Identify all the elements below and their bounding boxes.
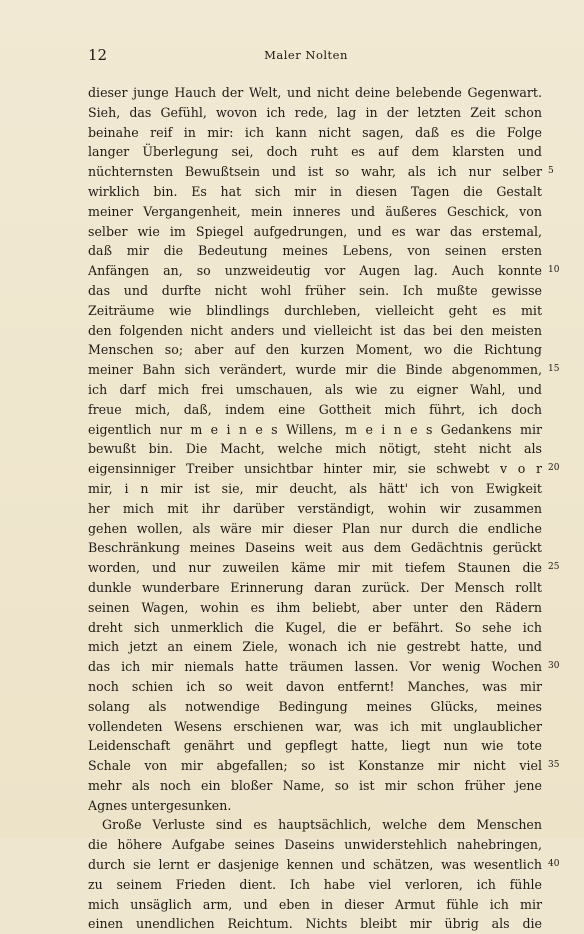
text-line-content: her mich mit ihr darüber verständigt, wohin wir zusammen [88, 500, 542, 516]
text-line-content: vollendeten Wesens erschienen war, was ich mit unglaublicher [88, 718, 542, 734]
text-line-content: mich jetzt an einem Ziele, wonach ich nie gestrebt hatte, und [88, 639, 542, 655]
text-line [88, 618, 542, 638]
text-line-content: solang als notwendige Bedingung meines Glücks, meines [88, 698, 542, 714]
text-line [88, 380, 542, 400]
text-line [88, 241, 542, 261]
page-header [88, 46, 524, 66]
text-line-content: worden, und nur zuweilen käme mir mit tiefem Staunen die [88, 560, 542, 576]
text-line [88, 439, 542, 459]
text-line [88, 162, 554, 182]
text-line-content: Schale von mir abgefallen; so ist Konstanze mir nicht viel [88, 758, 542, 774]
text-line [88, 558, 560, 578]
text-line [88, 459, 560, 479]
text-line-content: zu seinem Frieden dient. Ich habe viel verloren, ich fühle [88, 876, 542, 892]
text-line [88, 103, 542, 123]
text-line-content: die höhere Aufgabe seines Daseins unwiderstehlich nahebringen, [88, 837, 542, 853]
text-line-content: eigentlich nur m e i n e s Willens, m e i n e s Gedankens mir [88, 421, 542, 437]
text-line-content: Sieh, das Gefühl, wovon ich rede, lag in der letzten Zeit schon [88, 104, 542, 120]
text-line [88, 261, 560, 281]
text-line-content: ich darf mich frei umschauen, als wie zu eigner Wahl, und [88, 381, 542, 397]
line-number: 25 [548, 562, 560, 573]
line-number: 10 [548, 265, 560, 276]
text-line [88, 400, 542, 420]
text-line [88, 736, 542, 756]
text-line [88, 657, 560, 677]
text-line [88, 895, 542, 915]
text-line-content: eigensinniger Treiber unsichtbar hinter mir, sie schwebt v o r [88, 461, 542, 477]
text-line-content: seinen Wagen, wohin es ihm beliebt, aber unter den Rädern [88, 599, 542, 615]
text-line [88, 538, 542, 558]
text-line [88, 142, 542, 162]
text-line [88, 637, 542, 657]
text-line [88, 202, 542, 222]
line-number: 15 [548, 364, 560, 375]
text-line-content: Menschen so; aber auf den kurzen Moment, wo die Richtung [88, 342, 542, 358]
text-line [88, 83, 542, 103]
text-line-content: Zeiträume wie blindlings durchleben, vielleicht geht es mit [88, 302, 542, 318]
text-line-content: dunkle wunderbare Erinnerung daran zurück. Der Mensch rollt [88, 579, 542, 595]
text-line [88, 697, 542, 717]
text-line-content: das und durfte nicht wohl früher sein. Ich mußte gewisse [88, 282, 542, 298]
text-line-content: nüchternsten Bewußtsein und ist so wahr, als ich nur selber [88, 164, 542, 180]
text-line [88, 479, 542, 499]
text-line-content: Beschränkung meines Daseins weit aus dem Gedächtnis gerückt [88, 540, 542, 556]
text-line [88, 123, 542, 143]
text-line-content: mehr als noch ein bloßer Name, so ist mir schon früher jene [88, 777, 542, 793]
running-head: Maler Nolten [264, 48, 348, 62]
text-line [88, 855, 560, 875]
text-line-content: einen unendlichen Reichtum. Nichts bleibt mir übrig als die [88, 916, 542, 932]
text-line [88, 340, 542, 360]
text-line [88, 815, 542, 835]
text-line-content: beinahe reif in mir: ich kann nicht sagen, daß es die Folge [88, 124, 542, 140]
text-line [88, 301, 542, 321]
line-number: 20 [548, 463, 560, 474]
text-line [88, 222, 542, 242]
text-line [88, 598, 542, 618]
text-line-content: Leidenschaft genährt und gepflegt hatte, liegt nun wie tote [88, 738, 542, 754]
text-line-content: selber wie im Spiegel aufgedrungen, und es war das erstemal, [88, 223, 542, 239]
text-line [88, 914, 542, 934]
text-line [88, 420, 542, 440]
body-text [88, 83, 560, 934]
page-number: 12 [88, 46, 108, 64]
text-line-content: dieser junge Hauch der Welt, und nicht deine belebende Gegenwart. [88, 85, 542, 100]
line-number: 30 [548, 661, 560, 672]
line-number: 40 [548, 859, 560, 870]
text-line-content: meiner Bahn sich verändert, wurde mir die Binde abgenommen, [88, 362, 542, 378]
text-line [88, 776, 542, 796]
text-line [88, 756, 560, 776]
text-line-content: das ich mir niemals hatte träumen lassen. Vor wenig Wochen [88, 659, 542, 675]
text-line-content: Große Verluste sind es hauptsächlich, welche dem Menschen [102, 817, 542, 833]
text-line-content: noch schien ich so weit davon entfernt! Manches, was mir [88, 678, 542, 694]
text-line-content: Anfängen an, so unzweideutig vor Augen lag. Auch konnte [88, 263, 542, 279]
text-line [88, 360, 560, 380]
text-line [88, 499, 542, 519]
text-line-content: den folgenden nicht anders und vielleicht ist das bei den meisten [88, 322, 542, 338]
text-line-content: dreht sich unmerklich die Kugel, die er befährt. So sehe ich [88, 619, 542, 635]
text-line-content: freue mich, daß, indem eine Gottheit mich führt, ich doch [88, 401, 542, 417]
text-line-content: daß mir die Bedeutung meines Lebens, von seinen ersten [88, 243, 542, 259]
text-line [88, 677, 542, 697]
line-number: 35 [548, 760, 560, 771]
text-line [88, 519, 542, 539]
text-line-content: meiner Vergangenheit, mein inneres und äußeres Geschick, von [88, 203, 542, 219]
text-line [88, 578, 542, 598]
text-line-content: bewußt bin. Die Macht, welche mich nötigt, steht nicht als [88, 441, 542, 457]
text-line [88, 717, 542, 737]
text-line-content: mir, i n mir ist sie, mir deucht, als hätt' ich von Ewigkeit [88, 480, 542, 496]
text-line [88, 321, 542, 341]
text-line [88, 875, 542, 895]
line-number: 5 [548, 166, 554, 177]
text-line-content: wirklich bin. Es hat sich mir in diesen Tagen die Gestalt [88, 183, 542, 199]
text-line-content: durch sie lernt er dasjenige kennen und schätzen, was wesentlich [88, 857, 542, 873]
text-line-content: gehen wollen, als wäre mir dieser Plan nur durch die endliche [88, 520, 542, 536]
text-line-content: mich unsäglich arm, und eben in dieser Armut fühle ich mir [88, 896, 542, 912]
text-line [88, 796, 542, 816]
text-line [88, 281, 542, 301]
text-line [88, 182, 542, 202]
text-line [88, 835, 542, 855]
text-line-content: langer Überlegung sei, doch ruht es auf dem klarsten und [88, 144, 542, 160]
text-line-content: Agnes untergesunken. [88, 797, 232, 813]
